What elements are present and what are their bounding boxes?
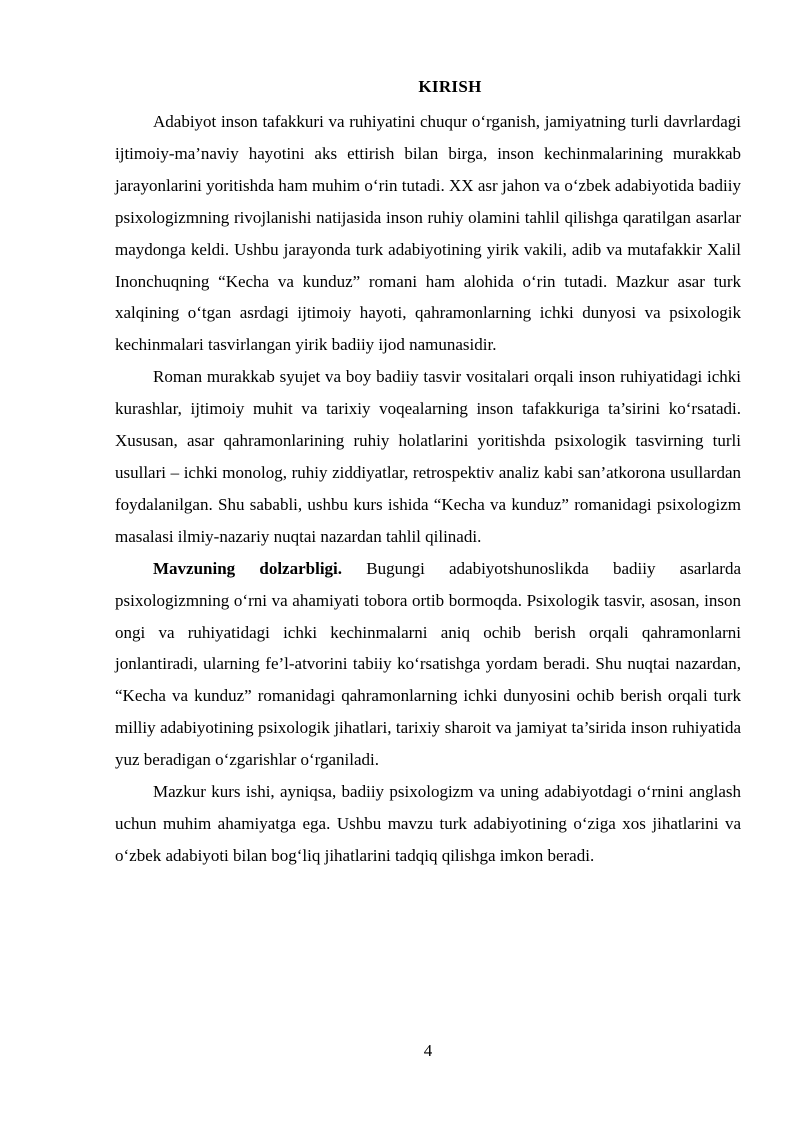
paragraph-significance xyxy=(115,776,741,872)
paragraph-novel xyxy=(115,361,741,552)
paragraph-intro xyxy=(115,106,741,361)
paragraph-novel-text: Roman murakkab syujet va boy badiiy tasvir vositalari orqali inson ruhiyatidagi ichki kurashlar, ijtimoiy muhit va tarixiy voqealarning inson tafakkuriga ta’sirini ko‘rsatadi. Xususan, asar qahramonlarining ruhiy holatlarini yoritishda psixologik tasvirning turli usullari – ichki monolog, ruhiy ziddiyatlar, retrospektiv analiz kabi san’atkorona usullardan foydalanilgan. Shu sababli, ushbu kurs ishida “Kecha va kunduz” romanidagi psixologizm masalasi ilmiy-nazariy nuqtai nazardan tahlil qilinadi. xyxy=(115,367,741,546)
section-heading: KIRISH xyxy=(418,77,482,96)
paragraph-intro-text: Adabiyot inson tafakkuri va ruhiyatini chuqur o‘rganish, jamiyatning turli davrlardagi ijtimoiy-ma’naviy hayotini aks ettirish bilan birga, inson kechinmalarining murakkab jarayonlarini yoritishda ham muhim o‘rin tutadi. XX asr jahon va o‘zbek adabiyotida badiiy psixologizmning rivojlanishi natijasida inson ruhiy olamini tahlil qilishga qaratilgan asarlar maydonga keldi. Ushbu jarayonda turk adabiyotining yirik vakili, adib va mutafakkir Xalil Inonchuqning “Kecha va kunduz” romani ham alohida o‘rin tutadi. Mazkur asar turk xalqining o‘tgan asrdagi ijtimoiy hayoti, qahramonlarning ichki dunyosi va psixologik kechinmalari tasvirlangan yirik badiiy ijod namunasidir. xyxy=(115,112,741,355)
body-text xyxy=(115,106,741,872)
paragraph-significance-text: Mazkur kurs ishi, ayniqsa, badiiy psixologizm va uning adabiyotdagi o‘rnini anglash uchun muhim ahamiyatga ega. Ushbu mavzu turk adabiyotining o‘ziga xos jihatlarini va o‘zbek adabiyoti bilan bog‘liq jihatlarini tadqiq qilishga imkon beradi. xyxy=(115,782,741,865)
paragraph-relevance xyxy=(115,553,741,776)
paragraph-relevance-text: Bugungi adabiyotshunoslikda badiiy asarlarda psixologizmning o‘rni va ahamiyati tobora ortib bormoqda. Psixologik tasvir, asosan, inson ongi va ruhiyatidagi ichki kechinmalarni aniq ochib berish orqali qahramonlarni jonlantiradi, ularning fe’l-atvorini tabiiy ko‘rsatishga yordam beradi. Shu nuqtai nazardan, “Kecha va kunduz” romanidagi qahramonlarning ichki dunyosini ochib berish orqali turk milliy adabiyotining psixologik jihatlari, tarixiy sharoit va jamiyat ta’sirida inson ruhiyatida yuz beradigan o‘zgarishlar o‘rganiladi. xyxy=(115,558,741,770)
page-number: 4 xyxy=(423,1041,433,1060)
paragraph-relevance-lead: Mavzuning dolzarbligi. xyxy=(153,558,343,578)
